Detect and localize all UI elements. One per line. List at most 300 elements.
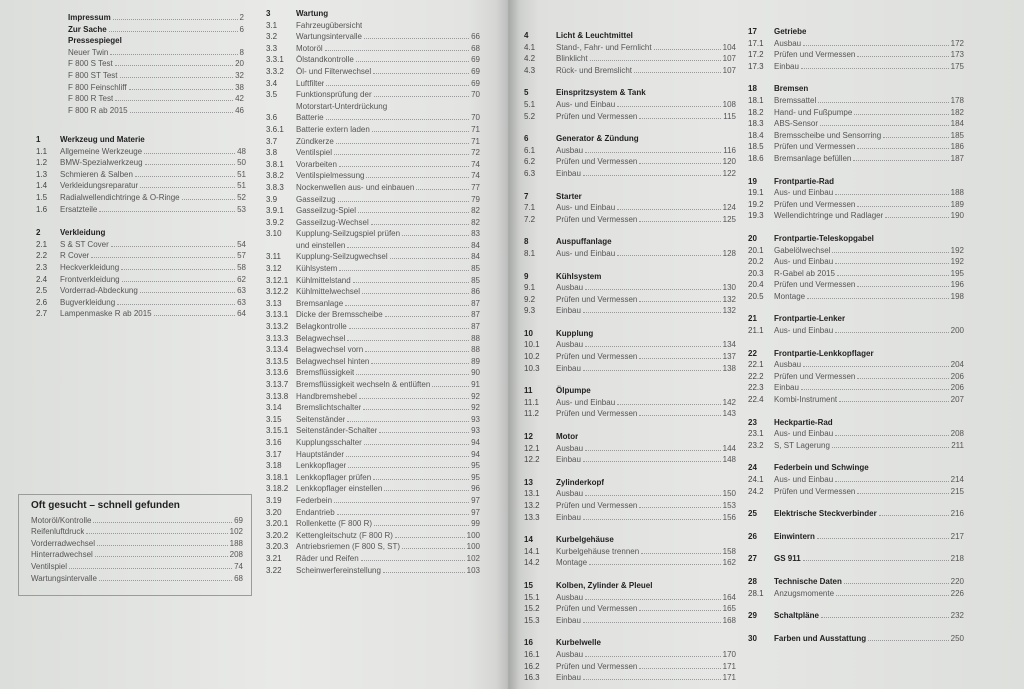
toc-page-number: 175 xyxy=(950,61,964,71)
toc-page-number: 195 xyxy=(950,268,964,278)
toc-entry xyxy=(31,573,243,585)
toc-leader-dots xyxy=(97,545,228,546)
toc-leader-dots xyxy=(857,286,948,287)
toc-section xyxy=(524,30,736,76)
toc-entry xyxy=(524,65,736,77)
toc-title: Prüfen und Vermessen xyxy=(556,111,638,121)
toc-leader-dots xyxy=(639,358,720,359)
toc-title: Verkleidung xyxy=(60,228,106,238)
toc-page-number: 50 xyxy=(237,158,246,168)
toc-entry xyxy=(748,486,964,498)
toc-number: 17.1 xyxy=(748,38,764,48)
toc-leader-dots xyxy=(345,305,469,306)
toc-leader-dots xyxy=(336,143,469,144)
toc-entry xyxy=(36,285,246,297)
toc-leader-dots xyxy=(590,60,721,61)
toc-leader-dots xyxy=(95,556,228,557)
toc-page-number: 72 xyxy=(471,148,480,158)
toc-title: Werkzeug und Materie xyxy=(60,135,145,144)
toc-section-heading xyxy=(524,534,736,546)
toc-section-heading xyxy=(748,233,964,245)
toc-entry xyxy=(748,61,964,73)
toc-title: Montage xyxy=(774,291,806,301)
toc-entry xyxy=(266,472,480,484)
toc-number: 3.12.1 xyxy=(266,275,289,285)
toc-title: F 800 Feinschliff xyxy=(68,82,127,92)
toc-number: 17.3 xyxy=(748,61,764,71)
toc-number: 9.3 xyxy=(524,306,536,316)
toc-page-number: 171 xyxy=(722,661,736,671)
toc-number: 3.8.3 xyxy=(266,182,284,192)
toc-number: 4.1 xyxy=(524,42,536,52)
toc-entry xyxy=(36,146,246,158)
toc-title: Bremsflüssigkeit xyxy=(296,368,355,378)
toc-title: Gabelölwechsel xyxy=(774,245,831,255)
toc-title: Frontpartie-Lenker xyxy=(774,314,846,324)
toc-number: 9.1 xyxy=(524,283,536,293)
toc-section xyxy=(748,576,964,599)
toc-entry xyxy=(524,661,736,673)
toc-leader-dots xyxy=(99,211,235,212)
toc-entry xyxy=(68,12,244,24)
toc-leader-dots xyxy=(639,163,720,164)
toc-number: 21.1 xyxy=(748,326,764,336)
toc-number: 3.6.1 xyxy=(266,124,284,134)
toc-leader-dots xyxy=(639,301,720,302)
toc-number: 3.13 xyxy=(266,298,282,308)
toc-number: 30 xyxy=(748,633,757,643)
toc-title: Prüfen und Vermessen xyxy=(774,50,856,60)
toc-leader-dots xyxy=(857,206,948,207)
toc-page-number: 96 xyxy=(471,484,480,494)
toc-leader-dots xyxy=(93,522,232,523)
toc-title: Rollenkette (F 800 R) xyxy=(296,519,373,529)
toc-title: Handbremshebel xyxy=(296,391,357,401)
toc-number: 6.2 xyxy=(524,157,536,167)
toc-title: Einwintern xyxy=(774,531,815,541)
toc-leader-dots xyxy=(583,679,721,680)
toc-number: 3.3.2 xyxy=(266,66,284,76)
toc-section xyxy=(748,462,964,497)
toc-title: Seitenständer-Schalter xyxy=(296,426,378,436)
toc-page-number: 162 xyxy=(722,558,736,568)
toc-leader-dots xyxy=(857,56,948,57)
toc-leader-dots xyxy=(140,187,235,188)
toc-section-heading xyxy=(748,576,964,588)
toc-leader-dots xyxy=(857,493,948,494)
toc-entry xyxy=(524,145,736,157)
toc-leader-dots xyxy=(836,595,949,596)
toc-page-number: 87 xyxy=(471,322,480,332)
toc-entry xyxy=(266,124,480,136)
toc-title: Schmieren & Salben xyxy=(60,169,133,179)
toc-page-number: 207 xyxy=(950,395,964,405)
toc-page-number: 69 xyxy=(234,515,243,525)
toc-title: Aus- und Einbau xyxy=(774,475,834,484)
toc-number: 17.2 xyxy=(748,50,764,60)
toc-title: Frontpartie-Teleskopgabel xyxy=(774,233,874,243)
toc-leader-dots xyxy=(634,72,721,73)
toc-leader-dots xyxy=(585,450,721,451)
toc-entry xyxy=(524,214,736,226)
toc-leader-dots xyxy=(371,224,469,225)
toc-number: 3.18.2 xyxy=(266,484,289,494)
toc-leader-dots xyxy=(363,409,469,410)
toc-leader-dots xyxy=(86,533,227,534)
toc-section xyxy=(524,637,736,683)
toc-leader-dots xyxy=(820,125,949,126)
toc-section-heading xyxy=(748,176,964,188)
toc-entry xyxy=(266,541,480,553)
toc-leader-dots xyxy=(885,217,948,218)
toc-number: 3 xyxy=(266,9,271,18)
toc-number: 18.6 xyxy=(748,153,764,163)
toc-entry xyxy=(266,43,480,55)
toc-entry xyxy=(266,20,480,32)
toc-number: 3.20.3 xyxy=(266,542,289,552)
toc-entry xyxy=(748,199,964,211)
toc-title: Heckverkleidung xyxy=(60,262,120,272)
toc-entry xyxy=(524,282,736,294)
toc-number: 22.2 xyxy=(748,371,764,381)
toc-entry xyxy=(524,443,736,455)
toc-title: Ventilspiel xyxy=(296,148,333,158)
toc-intro-column xyxy=(68,12,244,116)
toc-leader-dots xyxy=(99,580,232,581)
toc-number: 2.6 xyxy=(36,297,48,307)
toc-page-number: 58 xyxy=(237,262,246,272)
toc-section xyxy=(524,271,736,317)
toc-entry xyxy=(266,286,480,298)
toc-number: 6.3 xyxy=(524,168,536,178)
toc-leader-dots xyxy=(91,257,235,258)
toc-entry xyxy=(524,397,736,409)
toc-number: 6 xyxy=(524,134,529,144)
toc-entry xyxy=(36,250,246,262)
toc-leader-dots xyxy=(110,54,237,55)
toc-entry xyxy=(68,35,244,47)
toc-number: 14.2 xyxy=(524,558,540,568)
toc-number: 12.2 xyxy=(524,455,540,465)
toc-entry xyxy=(36,262,246,274)
toc-entry xyxy=(748,440,964,452)
toc-page-number: 185 xyxy=(950,130,964,140)
toc-entry xyxy=(524,672,736,684)
toc-number: 3.13.3 xyxy=(266,333,289,343)
toc-entry xyxy=(524,99,736,111)
toc-title: Bremsanlage befüllen xyxy=(774,153,852,163)
toc-leader-dots xyxy=(339,270,469,271)
toc-leader-dots xyxy=(356,374,469,375)
toc-leader-dots xyxy=(583,175,721,176)
toc-entry xyxy=(748,153,964,165)
toc-number: 3.11 xyxy=(266,252,281,262)
toc-section xyxy=(748,313,964,336)
toc-number: 5.2 xyxy=(524,111,536,121)
toc-section xyxy=(524,236,736,259)
toc-number: 13 xyxy=(524,477,533,487)
toc-leader-dots xyxy=(432,386,469,387)
toc-entry xyxy=(266,112,480,124)
toc-entry xyxy=(36,308,246,320)
toc-entry xyxy=(31,549,243,561)
toc-leader-dots xyxy=(803,45,949,46)
toc-title: Gasseilzug xyxy=(296,194,336,204)
toc-leader-dots xyxy=(617,255,720,256)
toc-entry xyxy=(524,488,736,500)
toc-middle-column xyxy=(524,30,736,684)
toc-number: 16.1 xyxy=(524,649,540,659)
toc-number: 20.1 xyxy=(748,245,764,255)
toc-section-heading xyxy=(36,134,246,146)
toc-section-heading xyxy=(524,580,736,592)
toc-leader-dots xyxy=(835,194,948,195)
toc-entry xyxy=(524,53,736,65)
toc-page-number: 89 xyxy=(471,356,480,366)
toc-title: R Cover xyxy=(60,251,90,261)
toc-entry xyxy=(524,500,736,512)
toc-title: BMW-Spezialwerkzeug xyxy=(60,158,143,168)
toc-leader-dots xyxy=(359,398,469,399)
toc-page-number: 63 xyxy=(237,297,246,307)
toc-leader-dots xyxy=(383,572,465,573)
toc-page-number: 74 xyxy=(234,561,243,571)
toc-number: 21 xyxy=(748,314,757,324)
toc-entry xyxy=(524,512,736,524)
toc-number: 24 xyxy=(748,463,757,473)
toc-page-number: 68 xyxy=(234,573,243,583)
toc-leader-dots xyxy=(853,160,948,161)
toc-number: 3.8 xyxy=(266,148,278,158)
toc-leader-dots xyxy=(807,298,949,299)
toc-number: 23 xyxy=(748,417,757,427)
toc-title: Zylinderkopf xyxy=(556,477,605,487)
toc-title: Lenkkopflager prüfen xyxy=(296,472,372,482)
toc-title: Dicke der Bremsscheibe xyxy=(296,310,383,320)
toc-title: Bremssattel xyxy=(774,95,817,105)
toc-page-number: 64 xyxy=(237,309,246,319)
toc-left-column xyxy=(36,134,246,320)
toc-title: Einbau xyxy=(774,383,799,393)
toc-entry xyxy=(524,294,736,306)
toc-number: 24.1 xyxy=(748,475,764,484)
toc-page-number: 84 xyxy=(471,252,480,262)
toc-title: Frontpartie-Rad xyxy=(774,176,834,186)
toc-entry xyxy=(266,437,480,449)
toc-title: Vorderradwechsel xyxy=(31,538,96,548)
toc-page-number: 93 xyxy=(471,414,480,424)
toc-page-number: 198 xyxy=(950,291,964,301)
toc-page-number: 86 xyxy=(471,287,480,297)
toc-entry xyxy=(748,371,964,383)
toc-title: Kurbelgehäuse trennen xyxy=(556,546,640,556)
toc-number: 10.2 xyxy=(524,352,540,362)
toc-page-number: 87 xyxy=(471,298,480,308)
toc-number: 26 xyxy=(748,531,757,541)
toc-entry xyxy=(266,309,480,321)
toc-leader-dots xyxy=(384,490,469,491)
toc-number: 6.1 xyxy=(524,145,536,155)
toc-entry xyxy=(266,344,480,356)
toc-page-number: 8 xyxy=(239,47,244,57)
toc-number: 3.8.1 xyxy=(266,159,284,169)
toc-page-number: 164 xyxy=(722,592,736,602)
toc-leader-dots xyxy=(641,553,720,554)
toc-number: 4.3 xyxy=(524,65,536,75)
toc-page-number: 196 xyxy=(950,280,964,290)
toc-entry xyxy=(266,367,480,379)
toc-entry xyxy=(748,141,964,153)
toc-number: 22.4 xyxy=(748,395,764,405)
toc-number: 14.1 xyxy=(524,546,540,556)
toc-title: Rück- und Bremslicht xyxy=(556,65,633,75)
toc-section xyxy=(524,477,736,523)
toc-page-number: 137 xyxy=(722,352,736,362)
toc-title: Hand- und Fußpumpe xyxy=(774,107,853,117)
toc-page-number: 206 xyxy=(950,371,964,381)
toc-title: Kupplung xyxy=(556,328,594,338)
toc-entry xyxy=(266,321,480,333)
toc-title: Frontverkleidung xyxy=(60,274,120,284)
toc-section-heading xyxy=(748,553,964,565)
toc-section-heading xyxy=(748,348,964,360)
toc-page-number: 250 xyxy=(950,633,964,643)
toc-entry xyxy=(524,248,736,260)
toc-number: 20.3 xyxy=(748,268,764,278)
toc-number: 28.1 xyxy=(748,588,764,598)
toc-leader-dots xyxy=(835,263,948,264)
toc-leader-dots xyxy=(585,599,721,600)
toc-page-number: 46 xyxy=(235,105,244,115)
toc-number: 14 xyxy=(524,535,533,545)
toc-number: 1.2 xyxy=(36,158,48,168)
toc-number: 3.18.1 xyxy=(266,472,289,482)
toc-leader-dots xyxy=(879,515,949,516)
toc-page-number: 178 xyxy=(950,95,964,105)
toc-page-number: 150 xyxy=(722,489,736,499)
toc-entry xyxy=(524,603,736,615)
toc-title: Federbein xyxy=(296,495,333,505)
toc-leader-dots xyxy=(837,275,949,276)
toc-leader-dots xyxy=(589,564,721,565)
toc-leader-dots xyxy=(182,199,235,200)
toc-page-number: 208 xyxy=(229,550,243,560)
toc-number: 3.20.1 xyxy=(266,519,289,529)
toc-title: Prüfen und Vermessen xyxy=(774,199,856,209)
toc-page-number: 144 xyxy=(722,443,736,453)
toc-page-number: 6 xyxy=(239,24,244,34)
toc-title: Kühlsystem xyxy=(556,271,602,281)
toc-entry xyxy=(266,228,480,240)
toc-number: 1.6 xyxy=(36,204,48,214)
toc-number: 3.2 xyxy=(266,32,278,42)
toc-title: Fahrzeugübersicht xyxy=(296,20,363,30)
toc-title: Vorderrad-Abdeckung xyxy=(60,286,138,296)
toc-page-number: 143 xyxy=(722,409,736,419)
toc-page-number: 214 xyxy=(950,475,964,484)
toc-leader-dots xyxy=(362,293,469,294)
toc-page-number: 216 xyxy=(950,509,964,519)
toc-page-number: 116 xyxy=(723,145,736,155)
toc-leader-dots xyxy=(639,221,720,222)
toc-entry xyxy=(266,379,480,391)
toc-section-heading xyxy=(748,633,964,645)
toc-entry xyxy=(68,24,244,36)
toc-page-number: 69 xyxy=(471,78,480,88)
toc-entry xyxy=(748,394,964,406)
toc-section-heading xyxy=(524,637,736,649)
toc-title: Stand-, Fahr- und Fernlicht xyxy=(556,42,652,52)
toc-title: Scheinwerfereinstellung xyxy=(296,565,381,575)
toc-page-number: 70 xyxy=(471,90,480,100)
toc-page-number: 2 xyxy=(239,13,244,22)
toc-number: 3.12.2 xyxy=(266,287,289,297)
toc-title: Kurbelwelle xyxy=(556,638,601,648)
toc-number: 5 xyxy=(524,88,529,98)
toc-leader-dots xyxy=(334,154,469,155)
toc-title: Aus- und Einbau xyxy=(556,203,616,213)
toc-title: Motoröl/Kontrolle xyxy=(31,515,92,525)
toc-leader-dots xyxy=(373,479,469,480)
toc-number: 20.2 xyxy=(748,257,764,267)
toc-section-heading xyxy=(748,610,964,622)
toc-title: Schaltpläne xyxy=(774,611,819,621)
toc-title: Wartung xyxy=(296,9,329,18)
toc-title: Elektrische Steckverbinder xyxy=(774,509,877,519)
toc-entry xyxy=(748,359,964,371)
toc-page-number: 103 xyxy=(466,565,480,575)
toc-entry xyxy=(524,351,736,363)
toc-title: und einstellen xyxy=(296,240,346,250)
toc-leader-dots xyxy=(374,525,469,526)
toc-section-heading xyxy=(524,477,736,489)
toc-number: 8.1 xyxy=(524,248,536,258)
toc-page-number: 132 xyxy=(722,294,736,304)
toc-leader-dots xyxy=(617,404,720,405)
toc-leader-dots xyxy=(337,514,469,515)
toc-entry xyxy=(748,256,964,268)
toc-page-number: 102 xyxy=(229,527,243,537)
toc-title: Prüfen und Vermessen xyxy=(556,352,638,362)
toc-entry xyxy=(266,194,480,206)
toc-leader-dots xyxy=(854,114,948,115)
toc-page-number: 208 xyxy=(950,429,964,439)
toc-number: 3.12 xyxy=(266,264,282,274)
toc-number: 2.4 xyxy=(36,274,48,284)
toc-title: Aus- und Einbau xyxy=(774,188,834,198)
toc-entry xyxy=(524,202,736,214)
toc-entry xyxy=(524,408,736,420)
toc-title: Nockenwellen aus- und einbauen xyxy=(296,182,415,192)
toc-entry xyxy=(524,156,736,168)
toc-title: Einbau xyxy=(556,615,581,625)
toc-title: Allgemeine Werkzeuge xyxy=(60,146,143,156)
toc-section xyxy=(524,133,736,179)
toc-number: 9.2 xyxy=(524,294,536,304)
toc-section xyxy=(748,508,964,520)
toc-number: 3.1 xyxy=(266,20,278,30)
toc-page-number: 120 xyxy=(722,157,736,167)
toc-leader-dots xyxy=(109,31,238,32)
toc-number: 10.1 xyxy=(524,340,540,350)
toc-leader-dots xyxy=(585,495,721,496)
toc-number: 3.9.2 xyxy=(266,217,284,227)
toc-entry xyxy=(266,553,480,565)
toc-title: Bremsscheibe und Sensorring xyxy=(774,130,882,140)
toc-number: 3.22 xyxy=(266,565,282,575)
toc-entry xyxy=(266,89,480,101)
toc-page-number: 173 xyxy=(950,50,964,60)
